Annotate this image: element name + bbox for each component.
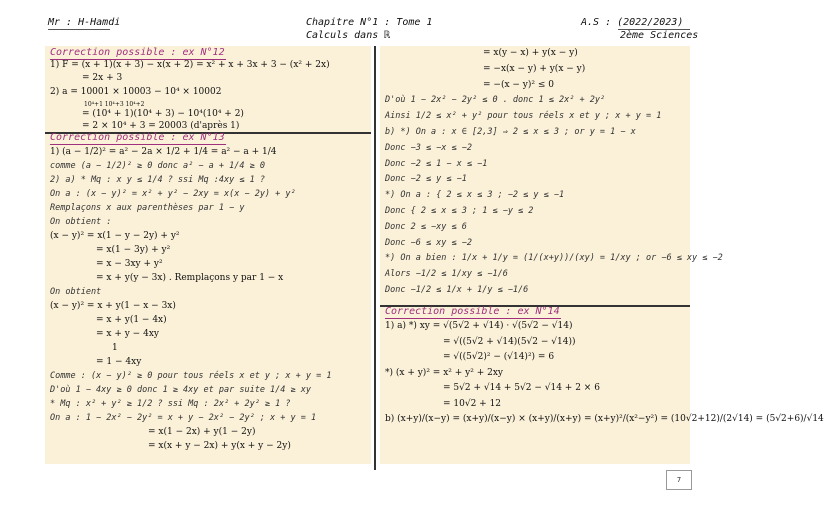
class-level: 2ème Sciences <box>620 30 699 41</box>
text-line: = x + y(y − 3x) . Remplaçons y par 1 − x <box>96 273 284 283</box>
text-line: 1) (a − 1/2)² = a² − 2a × 1/2 + 1/4 = a² − a + 1/4 <box>50 147 277 157</box>
ex12-line: 10⁴+1 10⁴+3 10⁴+2 <box>84 101 145 108</box>
ex13-title: Correction possible : ex N°13 <box>50 132 225 143</box>
text-line: = x(x + y − 2x) + y(x + y − 2y) <box>148 441 291 451</box>
text-line: * Mq : x² + y² ≥ 1/2 ? ssi Mq : 2x² + 2y² ≥ 1 ? <box>50 399 291 409</box>
ex13-title-underline <box>50 144 226 145</box>
text-line: = 10√2 + 12 <box>443 398 502 409</box>
text-line: Donc −6 ≤ xy ≤ −2 <box>385 237 472 248</box>
text-line: Remplaçons x aux parenthèses par 1 − y <box>50 203 245 213</box>
text-line: Donc −2 ≤ 1 − x ≤ −1 <box>385 158 488 169</box>
text-line: = √((5√2 + √14)(5√2 − √14)) <box>443 336 576 347</box>
text-line: 1 <box>112 343 118 353</box>
column-divider <box>374 46 376 470</box>
chapter: Chapitre N°1 : Tome 1 <box>306 17 433 28</box>
text-line: = x + y(1 − 4x) <box>96 315 167 325</box>
author: Mr : H-Hamdi <box>48 17 121 28</box>
text-line: D'où 1 − 2x² − 2y² ≤ 0 . donc 1 ≤ 2x² + 2y² <box>385 95 606 106</box>
text-line: Donc −1/2 ≤ 1/x + 1/y ≤ −1/6 <box>385 285 529 295</box>
subject: Calculs dans ℝ <box>306 30 391 41</box>
text-line: comme (a − 1/2)² ≥ 0 donc a² − a + 1/4 ≥ 0 <box>50 161 265 171</box>
text-line: = x(1 − 2x) + y(1 − 2y) <box>148 427 256 437</box>
text-line: (x − y)² = x(1 − y − 2y) + y² <box>50 231 180 241</box>
text-line: *) On a : { 2 ≤ x ≤ 3 ; −2 ≤ y ≤ −1 <box>385 190 565 201</box>
text-line: On obtient : <box>50 217 112 227</box>
text-line: = x(1 − 3y) + y² <box>96 245 171 255</box>
text-line: On a : (x − y)² = x² + y² − 2xy = x(x − 2y) + y² <box>50 189 296 199</box>
text-line: On a : 1 − 2x² − 2y² = x + y − 2x² − 2y² ; x + y = 1 <box>50 413 317 423</box>
text-line: On obtient <box>50 287 102 297</box>
ex12-line: 2) a = 10001 × 10003 − 10⁴ × 10002 <box>50 87 222 97</box>
text-line: = 5√2 + √14 + 5√2 − √14 + 2 × 6 <box>443 383 600 393</box>
text-line: Donc 2 ≤ −xy ≤ 6 <box>385 221 467 232</box>
text-line: = x + y − 4xy <box>96 329 159 339</box>
text-line: *) (x + y)² = x² + y² + 2xy <box>385 367 503 378</box>
text-line: = √((5√2)² − (√14)²) = 6 <box>443 352 555 362</box>
text-line: 2) a) * Mq : x y ≤ 1/4 ? ssi Mq :4xy ≤ 1 ? <box>50 175 265 185</box>
text-line: = −x(x − y) + y(x − y) <box>483 63 586 74</box>
ex14-title: Correction possible : ex N°14 <box>385 306 560 317</box>
text-line: = −(x − y)² ≤ 0 <box>483 79 554 90</box>
text-line: b) *) On a : x ∈ [2,3] ⇒ 2 ≤ x ≤ 3 ; or y = 1 − x <box>385 127 636 137</box>
ex12-line: 1) F = (x + 1)(x + 3) − x(x + 2) = x² + x + 3x + 3 − (x² + 2x) <box>50 60 330 70</box>
text-line: D'où 1 − 4xy ≥ 0 donc 1 ≥ 4xy et par suite 1/4 ≥ xy <box>50 385 311 395</box>
text-line: 1) a) *) xy = √(5√2 + √14) · √(5√2 − √14) <box>385 321 573 331</box>
text-line: = 1 − 4xy <box>96 357 142 367</box>
text-line: Ainsi 1/2 ≤ x² + y² pour tous réels x et y ; x + y = 1 <box>385 111 662 122</box>
page-number: 7 <box>666 470 692 490</box>
ex14-title-underline <box>385 318 561 319</box>
text-line: *) On a bien : 1/x + 1/y = (1/(x+y))/(xy) = 1/xy ; or −6 ≤ xy ≤ −2 <box>385 253 723 264</box>
school-year: A.S : (2022/2023) <box>581 17 684 28</box>
ex12-line: = 2 × 10⁴ + 3 = 20003 (d'après 1) <box>82 121 240 131</box>
text-line: b) (x+y)/(x−y) = (x+y)/(x−y) × (x+y)/(x+y) = (x+y)²/(x²−y²) = (10√2+12)/(2√14) = (5√2+6)/√14 <box>385 414 824 424</box>
text-line: Donc −3 ≤ −x ≤ −2 <box>385 142 472 153</box>
text-line: = x(y − x) + y(x − y) <box>483 48 578 58</box>
ex12-line: = (10⁴ + 1)(10⁴ + 3) − 10⁴(10⁴ + 2) <box>82 109 244 119</box>
text-line: Donc −2 ≤ y ≤ −1 <box>385 174 467 185</box>
ex12-title: Correction possible : ex N°12 <box>50 47 225 58</box>
text-line: Comme : (x − y)² ≥ 0 pour tous réels x et y ; x + y = 1 <box>50 371 332 381</box>
text-line: (x − y)² = x + y(1 − x − 3x) <box>50 301 176 311</box>
ex12-line: = 2x + 3 <box>82 73 123 83</box>
author-underline <box>48 29 110 30</box>
text-line: Donc { 2 ≤ x ≤ 3 ; 1 ≤ −y ≤ 2 <box>385 206 534 216</box>
text-line: Alors −1/2 ≤ 1/xy ≤ −1/6 <box>385 269 508 280</box>
text-line: = x − 3xy + y² <box>96 259 163 269</box>
